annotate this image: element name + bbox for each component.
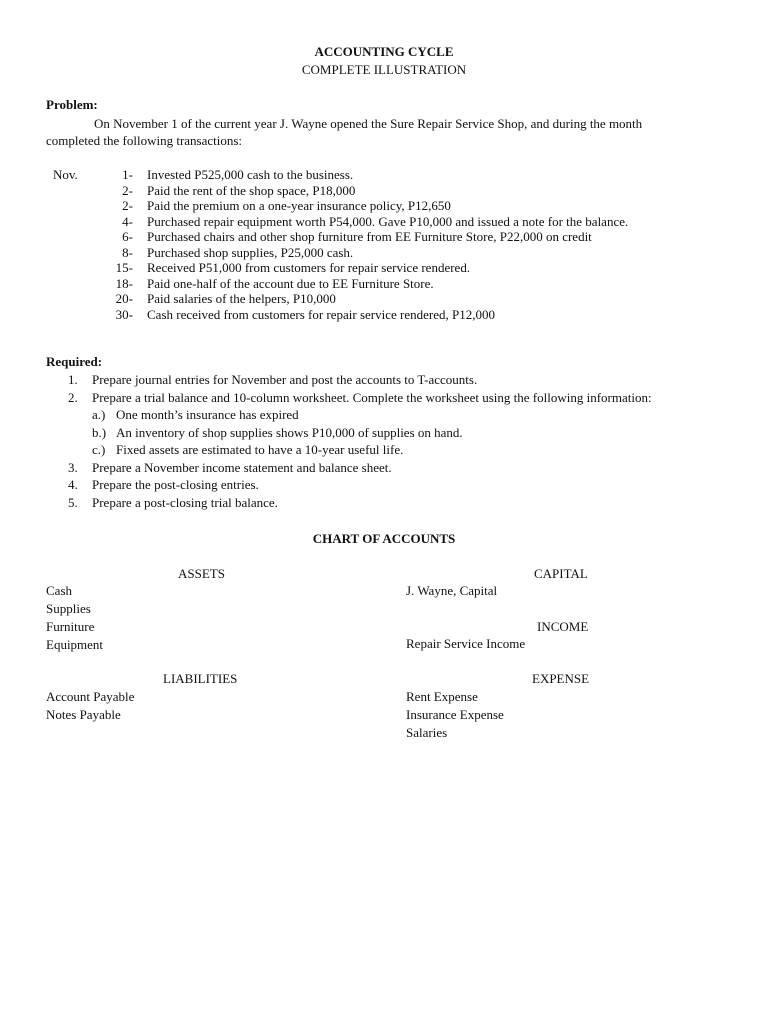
transaction-text: Cash received from customers for repair service rendered, P12,000 [147, 306, 495, 322]
assets-list [46, 582, 103, 654]
transaction-day: 15- [115, 260, 133, 275]
transaction-day: 8- [122, 244, 133, 260]
account-name: Repair Service Income [406, 636, 526, 651]
account-name: Supplies [46, 601, 91, 616]
account-name: Equipment [46, 637, 104, 652]
required-subitem-letter: c.) [92, 442, 106, 457]
account-name: Rent Expense [406, 689, 478, 704]
required-number: 1. [68, 372, 78, 387]
assets-heading: ASSETS [178, 566, 225, 581]
account-name: J. Wayne, Capital [406, 583, 498, 598]
transaction-day: 18- [115, 275, 133, 291]
transaction-day: 4- [122, 213, 133, 229]
required-text: Prepare a trial balance and 10-column worksheet. Complete the worksheet using the following information: [92, 389, 652, 405]
transaction-text: Received P51,000 from customers for repair service rendered. [147, 260, 471, 275]
liabilities-list [46, 688, 134, 724]
account-name: Insurance Expense [406, 707, 504, 722]
liabilities-heading: LIABILITIES [163, 671, 238, 686]
required-text: Prepare a November income statement and balance sheet. [92, 459, 392, 475]
chart-of-accounts-heading: CHART OF ACCOUNTS [312, 531, 456, 546]
transaction-text: Paid one-half of the account due to EE Furniture Store. [147, 275, 434, 291]
capital-list [406, 582, 497, 600]
transaction-day: 6- [122, 229, 133, 244]
transaction-text: Paid the rent of the shop space, P18,000 [147, 182, 356, 198]
required-subitem-letter: a.) [92, 407, 106, 422]
account-name: Salaries [406, 725, 448, 740]
transaction-text: Purchased chairs and other shop furniture from EE Furniture Store, P22,000 on credit [147, 229, 592, 244]
transaction-month: Nov. [53, 167, 78, 182]
transaction-text: Paid salaries of the helpers, P10,000 [147, 291, 336, 306]
account-name: Cash [46, 583, 72, 598]
transaction-text: Paid the premium on a one-year insurance policy, P12,650 [147, 198, 451, 213]
transaction-text: Purchased repair equipment worth P54,000. Gave P10,000 and issued a note for the balance. [147, 213, 629, 229]
required-subitem-text: One month’s insurance has expired [116, 407, 299, 422]
problem-text-line-2: completed the following transactions: [46, 133, 243, 148]
transaction-day: 2- [122, 198, 133, 213]
required-text: Prepare the post-closing entries. [92, 477, 259, 492]
income-heading: INCOME [537, 619, 589, 634]
required-heading: Required: [46, 354, 103, 369]
expense-heading: EXPENSE [532, 671, 590, 686]
required-subitem-text: Fixed assets are estimated to have a 10-year useful life. [116, 442, 404, 457]
transaction-text: Invested P525,000 cash to the business. [147, 167, 354, 182]
required-text: Prepare a post-closing trial balance. [92, 494, 278, 510]
required-number: 5. [68, 494, 78, 510]
capital-heading: CAPITAL [534, 566, 588, 581]
expense-list [406, 688, 504, 742]
document-title: ACCOUNTING CYCLE [314, 44, 454, 59]
document-subtitle: COMPLETE ILLUSTRATION [301, 62, 467, 77]
income-list [406, 635, 525, 653]
account-name: Account Payable [46, 689, 135, 704]
required-subitem-text: An inventory of shop supplies shows P10,000 of supplies on hand. [116, 424, 463, 440]
transaction-day: 20- [115, 291, 133, 306]
required-text: Prepare journal entries for November and post the accounts to T-accounts. [92, 372, 478, 387]
required-number: 4. [68, 477, 78, 492]
required-subitem-letter: b.) [92, 424, 107, 440]
account-name: Notes Payable [46, 707, 121, 722]
problem-heading: Problem: [46, 97, 98, 112]
required-number: 2. [68, 389, 78, 405]
transaction-day: 2- [122, 182, 133, 198]
transaction-day: 1- [122, 167, 133, 182]
transaction-day: 30- [115, 306, 133, 322]
account-name: Furniture [46, 619, 95, 634]
problem-text-line-1: On November 1 of the current year J. Wayne opened the Sure Repair Service Shop, and during the month [94, 116, 643, 131]
transaction-text: Purchased shop supplies, P25,000 cash. [147, 244, 354, 260]
required-number: 3. [68, 459, 78, 475]
